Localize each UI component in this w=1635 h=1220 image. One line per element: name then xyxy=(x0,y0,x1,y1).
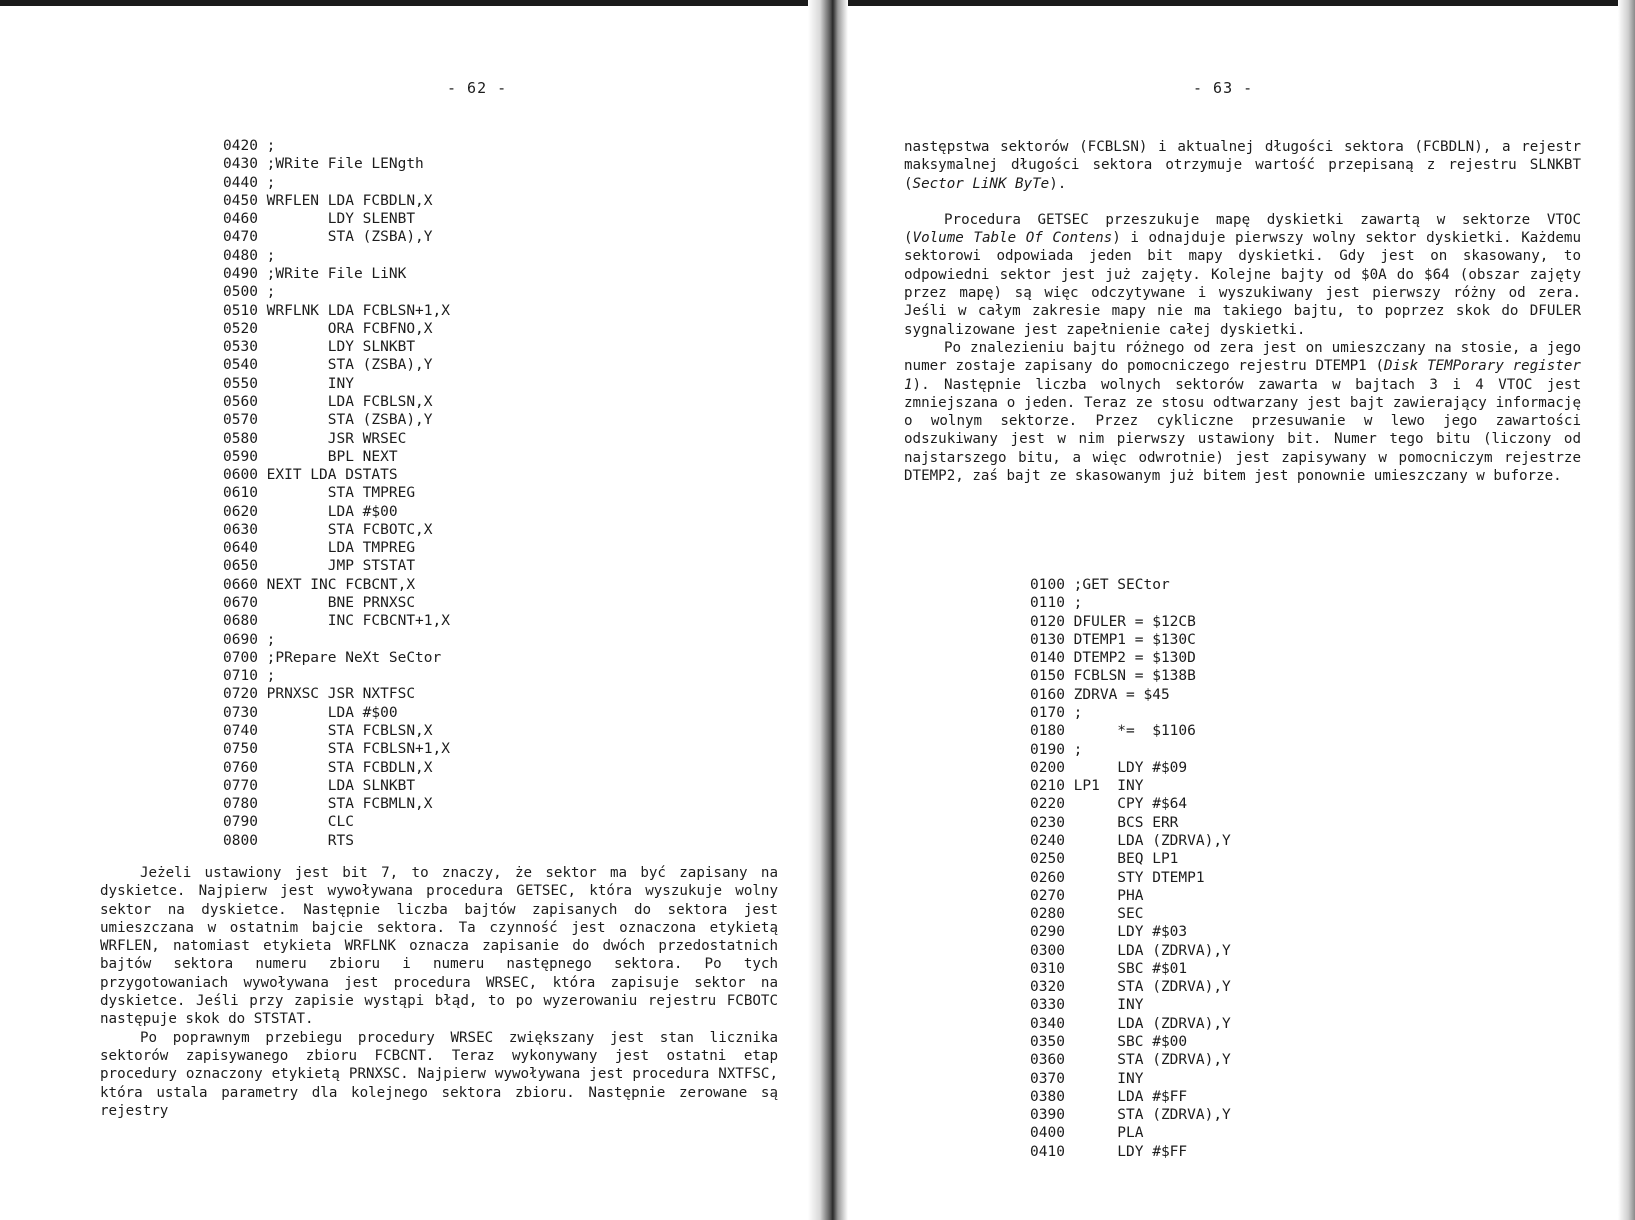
code-line: 0760 STA FCBDLN,X xyxy=(223,759,433,776)
page-number: - 62 - xyxy=(447,79,508,97)
paragraph xyxy=(904,339,1581,485)
book-spine xyxy=(808,0,848,1220)
code-line: 0690 ; xyxy=(223,631,276,648)
code-line: 0340 LDA (ZDRVA),Y xyxy=(1030,1015,1231,1032)
code-line: 0440 ; xyxy=(223,174,276,191)
code-line: 0250 BEQ LP1 xyxy=(1030,851,1179,868)
code-line: 0210 LP1 INY xyxy=(1030,778,1144,795)
code-line: 0560 LDA FCBLSN,X xyxy=(223,393,433,410)
code-line: 0570 STA (ZSBA),Y xyxy=(223,412,433,429)
code-line: 0200 LDY #$09 xyxy=(1030,759,1188,776)
code-line: 0300 LDA (ZDRVA),Y xyxy=(1030,942,1231,959)
code-line: 0310 SBC #$01 xyxy=(1030,960,1188,977)
code-line: 0190 ; xyxy=(1030,741,1083,758)
code-line: 0670 BNE PRNXSC xyxy=(223,595,416,612)
code-line: 0290 LDY #$03 xyxy=(1030,924,1188,941)
code-line: 0610 STA TMPREG xyxy=(223,485,416,502)
code-line: 0600 EXIT LDA DSTATS xyxy=(223,467,398,484)
italic-term: Disk TEMPorary register 1 xyxy=(904,358,1581,393)
text-run: ). xyxy=(1049,175,1067,192)
text-run: Procedura GETSEC przeszukuje mapę dyskietki zawartą w sektorze VTOC ( xyxy=(904,211,1581,247)
code-line: 0550 INY xyxy=(223,375,354,392)
code-line: 0480 ; xyxy=(223,247,276,264)
code-line: 0420 ; xyxy=(223,138,276,154)
code-line: 0710 ; xyxy=(223,668,276,685)
text-run: następstwa sektorów (FCBLSN) i aktualnej długości sektora (FCBDLN), a rejestr maksymalnej długości sektora otrzymuje wartość przepisaną z rejestru SLNKBT ( xyxy=(904,139,1581,192)
code-line: 0460 LDY SLENBT xyxy=(223,211,416,228)
code-line: 0280 SEC xyxy=(1030,906,1144,923)
paragraph: Jeżeli ustawiony jest bit 7, to znaczy, że sektor ma być zapisany na dyskietce. Najpierw jest wywoływana procedura GETSEC, która wyszukuje wolny sektor na dyskietce. Następnie liczba bajtów zapisanych do sektora jest umieszczana w ostatnim bajcie sektora. Ta czynność jest oznaczona etykietą WRFLEN, natomiast etykieta WRFLNK oznacza zapisanie do dwóch przedostatnich bajtów sektora numeru zbioru i numeru następnego sektora. Po tych przygotowaniach wywoływana jest procedura WRSEC, która zapisuje sektor na dyskietce. Jeśli przy zapisie wystąpi błąd, to po wyzerowaniu rejestru FCBOTC następuje skok do STSTAT. xyxy=(100,865,778,1028)
code-line: 0540 STA (ZSBA),Y xyxy=(223,357,433,374)
body-text xyxy=(904,138,1581,485)
right-page xyxy=(848,0,1618,1220)
code-line: 0360 STA (ZDRVA),Y xyxy=(1030,1052,1231,1069)
page-edge xyxy=(1618,0,1635,1220)
code-line: 0510 WRFLNK LDA FCBLSN+1,X xyxy=(223,302,450,319)
code-line: 0770 LDA SLNKBT xyxy=(223,777,416,794)
code-line: 0390 STA (ZDRVA),Y xyxy=(1030,1107,1231,1124)
code-line: 0520 ORA FCBFNO,X xyxy=(223,320,433,337)
code-line: 0110 ; xyxy=(1030,595,1083,612)
text-run: Po znalezieniu bajtu różnego od zera jest on umieszczany na stosie, a jego numer zostaje zapisany do pomocniczego rejestru DTEMP1 ( xyxy=(904,339,1581,375)
code-line: 0150 FCBLSN = $138B xyxy=(1030,668,1196,685)
paragraph xyxy=(904,211,1581,339)
code-listing xyxy=(223,137,450,850)
code-line: 0180 *= $1106 xyxy=(1030,723,1196,740)
code-line: 0800 RTS xyxy=(223,832,354,849)
code-line: 0130 DTEMP1 = $130C xyxy=(1030,631,1196,648)
code-line: 0320 STA (ZDRVA),Y xyxy=(1030,979,1231,996)
code-line: 0620 LDA #$00 xyxy=(223,503,398,520)
code-line: 0680 INC FCBCNT+1,X xyxy=(223,613,450,630)
code-line: 0100 ;GET SECtor xyxy=(1030,577,1170,593)
code-line: 0580 JSR WRSEC xyxy=(223,430,407,447)
italic-term: Volume Table Of Contens xyxy=(912,230,1113,247)
body-text xyxy=(100,864,778,1120)
code-line: 0270 PHA xyxy=(1030,887,1144,904)
page-number: - 63 - xyxy=(1193,79,1254,97)
code-line: 0370 INY xyxy=(1030,1070,1144,1087)
text-run: ). Następnie liczba wolnych sektorów zawarta w bajtach 3 i 4 VTOC jest zmniejszana o jeden. Teraz ze stosu odtwarzany jest bajt zawierający informację o wolnym sektorze. Przez cykliczne przesuwanie w lewo jego zawartości odszukiwany jest w nim pierwszy ustawiony bit. Numer tego bitu (liczony od najstarszego bitu, a więc odwrotnie) jest zapisywany w pomocniczym rejestrze DTEMP2, zaś bajt ze skasowanym już bitem jest ponownie umieszczany w buforze. xyxy=(904,376,1581,485)
code-line: 0780 STA FCBMLN,X xyxy=(223,796,433,813)
code-line: 0740 STA FCBLSN,X xyxy=(223,723,433,739)
italic-term: Sector LiNK ByTe xyxy=(912,175,1050,192)
code-listing xyxy=(1030,576,1231,1161)
code-line: 0350 SBC #$00 xyxy=(1030,1034,1188,1051)
paragraph: Po poprawnym przebiegu procedury WRSEC zwiększany jest stan licznika sektorów zapisywanego zbioru FCBCNT. Teraz wykonywany jest ostatni etap procedury oznaczony etykietą PRNXSC. Najpierw wywoływana jest procedura NXTFSC, która ustala parametry dla kolejnego sektora zbioru. Następnie zerowane są rejestry xyxy=(100,1029,778,1119)
code-line: 0450 WRFLEN LDA FCBDLN,X xyxy=(223,192,433,209)
code-line: 0790 CLC xyxy=(223,814,354,831)
text-run: ) i odnajduje pierwszy wolny sektor dyskietki. Każdemu sektorowi odpowiada jeden bit mapy dyskietki. Gdy jest on skasowany, to odpowiedni sektor jest już zajęty. Kolejne bajty od $0A do $64 (obszar zajęty przez mapę) są więc odczytywane i wyszukiwany jest pierwszy różny od zera. Jeśli w całym zakresie mapy nie ma takiego bajtu, to poprzez skok do DFULER sygnalizowane jest zapełnienie całej dyskietki. xyxy=(904,230,1581,338)
code-line: 0530 LDY SLNKBT xyxy=(223,339,416,356)
code-line: 0430 ;WRite File LENgth xyxy=(223,156,424,173)
paragraph xyxy=(904,138,1581,193)
code-line: 0170 ; xyxy=(1030,704,1083,721)
code-line: 0490 ;WRite File LiNK xyxy=(223,265,407,282)
code-line: 0700 ;PRepare NeXt SeCtor xyxy=(223,649,442,666)
code-line: 0410 LDY #$FF xyxy=(1030,1143,1188,1160)
code-line: 0240 LDA (ZDRVA),Y xyxy=(1030,832,1231,849)
code-line: 0160 ZDRVA = $45 xyxy=(1030,686,1170,703)
code-line: 0260 STY DTEMP1 xyxy=(1030,869,1205,886)
code-line: 0220 CPY #$64 xyxy=(1030,796,1188,813)
code-line: 0630 STA FCBOTC,X xyxy=(223,521,433,538)
code-line: 0500 ; xyxy=(223,284,276,301)
code-line: 0750 STA FCBLSN+1,X xyxy=(223,741,450,758)
code-line: 0720 PRNXSC JSR NXTFSC xyxy=(223,686,416,703)
code-line: 0380 LDA #$FF xyxy=(1030,1088,1188,1105)
code-line: 0640 LDA TMPREG xyxy=(223,540,416,557)
code-line: 0590 BPL NEXT xyxy=(223,448,398,465)
code-line: 0330 INY xyxy=(1030,997,1144,1014)
code-line: 0120 DFULER = $12CB xyxy=(1030,613,1196,630)
code-line: 0650 JMP STSTAT xyxy=(223,558,416,575)
code-line: 0230 BCS ERR xyxy=(1030,814,1179,831)
code-line: 0400 PLA xyxy=(1030,1125,1144,1142)
code-line: 0730 LDA #$00 xyxy=(223,704,398,721)
left-page xyxy=(0,0,808,1220)
code-line: 0470 STA (ZSBA),Y xyxy=(223,229,433,246)
code-line: 0660 NEXT INC FCBCNT,X xyxy=(223,576,416,593)
code-line: 0140 DTEMP2 = $130D xyxy=(1030,650,1196,667)
